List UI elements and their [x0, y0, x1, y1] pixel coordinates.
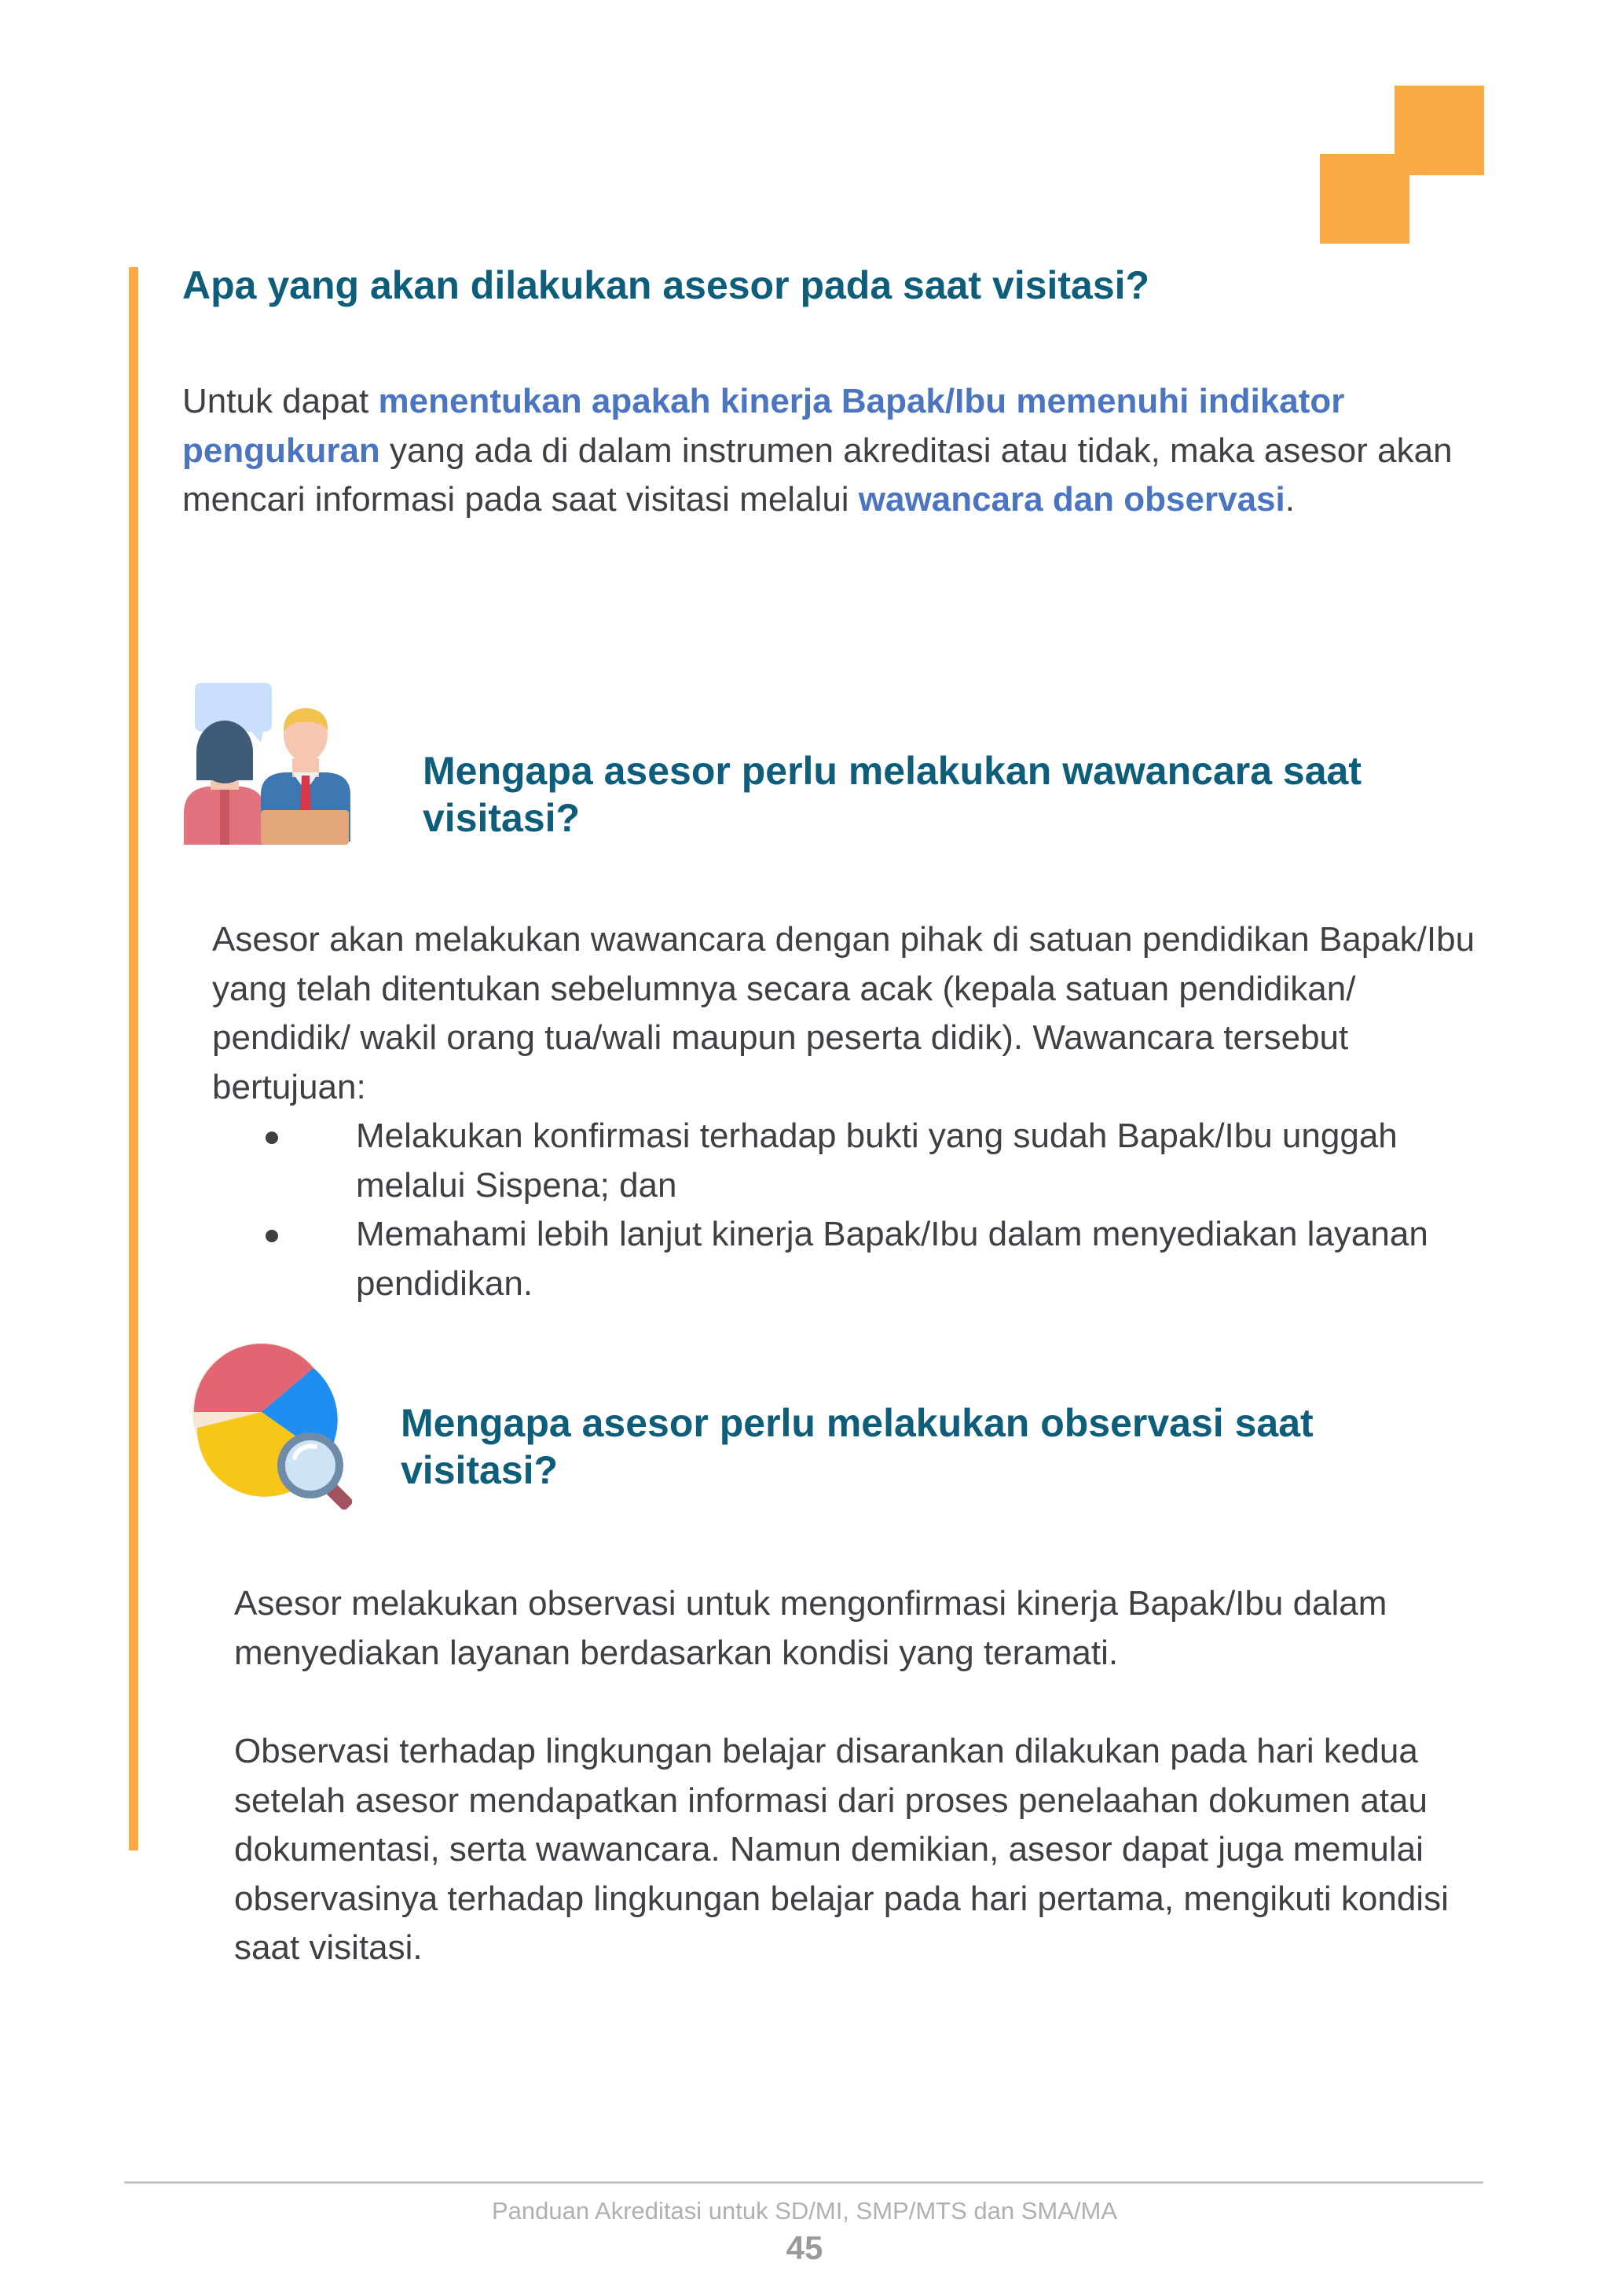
intro-highlight: menentukan apakah kinerja Bapak/Ibu memenuhi indikator pengukuran	[182, 382, 1345, 470]
accent-vertical-bar	[129, 267, 138, 1850]
footer-title: Panduan Akreditasi untuk SD/MI, SMP/MTS dan SMA/MA	[492, 2197, 1117, 2224]
observation-paragraph-2: Observasi terhadap lingkungan belajar disarankan dilakukan pada hari kedua setelah asesor mendapatkan informasi dari proses penelaahan dokumen atau dokumentasi, serta wawancara. Namun demikian, asesor dapat juga memulai observasinya terhadap lingkungan belajar pada hari pertama, mengikuti kondisi saat visitasi.	[234, 1732, 1449, 1967]
intro-paragraph	[182, 377, 1471, 525]
interview-section	[212, 915, 1485, 1308]
interview-bullet-list	[212, 1112, 1485, 1308]
intro-highlight: wawancara dan observasi	[858, 480, 1285, 519]
list-item-text: Melakukan konfirmasi terhadap bukti yang sudah Bapak/Ibu unggah melalui Sispena; dan	[356, 1117, 1398, 1205]
interview-heading: Mengapa asesor perlu melakukan wawancara saat visitasi?	[423, 749, 1362, 840]
chart-analysis-icon	[192, 1340, 365, 1513]
list-item	[212, 1112, 1485, 1210]
intro-text: .	[1285, 480, 1295, 519]
list-item-text: Memahami lebih lanjut kinerja Bapak/Ibu dalam menyediakan layanan pendidikan.	[356, 1215, 1428, 1303]
page-number: 45	[786, 2229, 823, 2266]
corner-decoration-square	[1320, 154, 1409, 244]
list-item	[212, 1210, 1485, 1308]
bullet-icon	[266, 1230, 278, 1242]
intro-text: Untuk dapat	[182, 382, 379, 420]
main-heading: Apa yang akan dilakukan asesor pada saat visitasi?	[182, 263, 1150, 307]
footer-divider	[124, 2181, 1483, 2184]
observation-paragraph-1: Asesor melakukan observasi untuk mengonfirmasi kinerja Bapak/Ibu dalam menyediakan layanan berdasarkan kondisi yang teramati.	[234, 1584, 1387, 1672]
interview-icon	[182, 680, 351, 853]
intro-text: yang ada di dalam instrumen akreditasi atau tidak, maka asesor akan mencari informasi pada saat visitasi melalui	[182, 431, 1453, 519]
interview-paragraph: Asesor akan melakukan wawancara dengan pihak di satuan pendidikan Bapak/Ibu yang telah ditentukan sebelumnya secara acak (kepala satuan pendidikan/ pendidik/ wakil orang tua/wali maupun peserta didik). Wawancara tersebut bertujuan:	[212, 920, 1475, 1106]
bullet-icon	[266, 1131, 278, 1144]
observation-heading: Mengapa asesor perlu melakukan observasi saat visitasi?	[401, 1401, 1314, 1492]
